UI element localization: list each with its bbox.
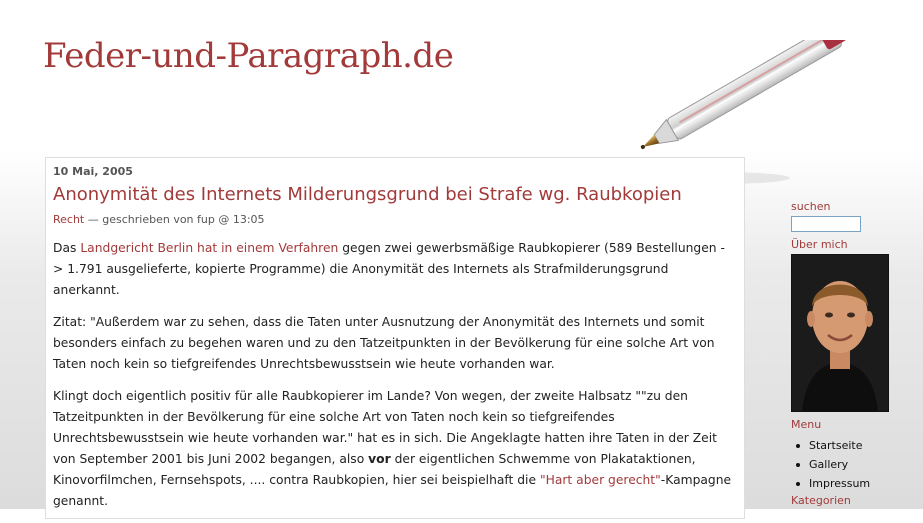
menu-item-impressum[interactable]: Impressum (791, 474, 923, 493)
campaign-link[interactable]: "Hart aber gerecht" (539, 473, 661, 487)
court-link[interactable]: Landgericht Berlin hat in einem Verfahren (80, 241, 339, 255)
paragraph-text: gegen zwei gewerbsmäßige Raubkopierer (589 Bestellungen -> 1.791 ausgelieferte, kopierte Programme) die Anonymität des Internets als Strafmilderungsgrund anerkannt. (53, 241, 725, 297)
post-meta (53, 213, 265, 226)
categories-heading: Kategorien (791, 494, 851, 507)
post-author-time: geschrieben von fup @ 13:05 (102, 213, 265, 226)
menu-item-gallery[interactable]: Gallery (791, 455, 923, 474)
paragraph-text: der eigentlichen Schwemme von Plakataktionen, Kinovorfilmchen, Fernsehspots, .... contra Raubkopien, hier sei beispielhaft die (53, 452, 696, 487)
post-container (45, 157, 745, 519)
search-heading: suchen (791, 200, 831, 213)
paragraph-text: -Kampagne genannt. (53, 473, 732, 508)
post-paragraph: Zitat: "Außerdem war zu sehen, dass die Taten unter Ausnutzung der Anonymität des Internets und somit besonders einfach zu begehen waren und zu den Tatzeitpunkten in der Bevölkerung für eine solche Art von Taten noch kein so tiefgreifendes Unrechtsbewusstsein wie heute vorhanden war. (53, 315, 715, 371)
search-input[interactable] (791, 216, 861, 232)
post-date: 10 Mai, 2005 (53, 165, 133, 178)
post-paragraph (53, 386, 733, 512)
post-paragraph (53, 238, 733, 301)
author-photo (791, 254, 889, 412)
meta-separator: — (84, 213, 103, 226)
author-portrait (792, 255, 888, 411)
sidebar (791, 200, 923, 508)
post-body (53, 238, 733, 523)
menu-list (791, 436, 923, 493)
post-title[interactable]: Anonymität des Internets Milderungsgrund bei Strafe wg. Raubkopien (53, 184, 682, 205)
about-heading: Über mich (791, 238, 848, 251)
site-title[interactable]: Feder-und-Paragraph.de (43, 36, 454, 76)
menu-item-startseite[interactable]: Startseite (791, 436, 923, 455)
emphasis-text: vor (368, 452, 391, 466)
menu-heading: Menu (791, 418, 822, 431)
paragraph-text: Das (53, 241, 81, 255)
paragraph-text: Klingt doch eigentlich positiv für alle Raubkopierer im Lande? Von wegen, der zweite Halbsatz ""zu den Tatzeitpunkten in der Bevölkerung für eine solche Art von Taten noch kein so tiefgreifendes Unrechtsbewusstsein wie heute vorhanden war." hat es in sich. Die Angeklagte hatten ihre Taten in der Zeit von September 2001 bis Juni 2002 begangen, also (53, 389, 717, 466)
post-category-link[interactable]: Recht (53, 213, 85, 226)
